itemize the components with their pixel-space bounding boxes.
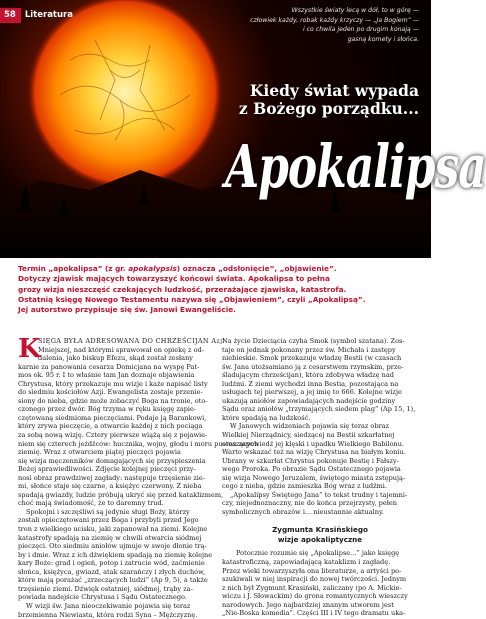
drop-cap: K — [18, 336, 41, 362]
body-line: wiczu i J. Słowackim) do grona romantycznych wieszczy — [222, 592, 418, 601]
body-line: narodowych. Jego najbardziej znanym utworem jest — [222, 601, 418, 610]
body-column-right — [222, 337, 418, 618]
epigraph-quote — [219, 6, 419, 44]
body-line: słońca, księżyca, gwiazd, atak szarańczy i złych duchów, — [18, 568, 216, 577]
body-line: karnie za panowania cesarza Domicjana na wyspę Pat- — [18, 363, 216, 372]
body-line: który zrywa pieczęcie, a otwarcie każdej z nich pociąga — [18, 422, 216, 431]
body-line: się wizja Nowego Jeruzalem, świętego miasta zstępują- — [222, 474, 418, 483]
body-line: usługach tej pierwszej, a jej imię to 666. Kolejne wizje — [222, 388, 418, 397]
body-line: katastroficzną, zapowiadającą kataklizm i zagładę. — [222, 558, 418, 567]
body-line: Na życie Dzieciącia czyha Smok (symbol szatana). Zos- — [222, 337, 418, 346]
body-line: spadają gwiazdy, ludzie próbują ukryć się przed kataklizmem, — [18, 491, 216, 500]
body-line: pieczęci. Oto siedmiu aniołów ujmuje w swoje dłonie trą- — [18, 542, 216, 551]
body-line: dalenia, jako biskup Efezu, skąd został zesłany — [18, 354, 216, 363]
body-line: powiada nadejście Chrystusa i Sądu Ostatecznego. — [18, 593, 216, 602]
body-line: oraz zapowiedź jej klęski i upadku Wielkiego Babilonu. — [222, 440, 418, 449]
body-line: czętowaną siedmioma pieczęciami. Podaje ją Barankowi, — [18, 414, 216, 423]
body-line: mos ok. 95 r. I to właśnie tam Jan doznaje objawienia — [18, 371, 216, 380]
body-column-left — [18, 337, 216, 619]
subtitle-line: Kiedy świat wypada — [239, 82, 419, 100]
body-line: z nich był Zygmunt Krasiński, zaliczany (po A. Mickie- — [222, 584, 418, 593]
body-line: czonego przez dwór. Bóg trzyma w ręku księgę zapie- — [18, 405, 216, 414]
section-title: Literatura — [25, 10, 73, 20]
body-line: Bożej sprawiedliwości. Zdjęcie kolejnej pieczęci przy- — [18, 465, 216, 474]
body-line: ziemię. Wraz z otwarciem piątej pieczęci pojawia — [18, 448, 216, 457]
body-line: choć mają świadomość, że to daremny trud. — [18, 499, 216, 508]
body-line: Spokojni i szczęśliwi są jedynie sługi Boży, którzy — [18, 508, 216, 517]
lead-line: Ostatnią księgę Nowego Testamentu nazywa się „Objawieniem”, czyli „Apokalipsą”. — [18, 295, 416, 305]
quote-line: Wszystkie światy lecą w dół, to w górę — — [219, 6, 419, 16]
body-line: Przez wieki towarzyszyła ona literaturze, a artyści po- — [222, 567, 418, 576]
body-line: nosi obraz prawdziwej zagłady: następuje trzęsienie zie- — [18, 474, 216, 483]
body-line: brzemienna Niewiasta, która rodzi Syna – Mężczyznę. — [18, 611, 216, 619]
body-line: które spadają na ludzkość. — [222, 414, 418, 423]
lead-paragraph — [18, 264, 416, 315]
body-line: Potocznie rozumie się „Apokalipse...” jako księgę — [222, 549, 418, 558]
body-line: św. Jana utożsamiano ją z cesarstwem rzymskim, prze- — [222, 363, 418, 372]
body-line: by i dmie. Wraz z ich dźwiękiem spadają na ziemię kolejne — [18, 551, 216, 560]
body-line: trzęsienie ziemi. Dźwięk ostatniej, siódmej, trąby za- — [18, 585, 216, 594]
body-line: W wizji św. Jana nieoczekiwanie pojawia się teraz — [18, 602, 216, 611]
body-line: szukiwali w niej inspiracji do nowej twórczości. Jednym — [222, 575, 418, 584]
body-line: kary Boże: grad i ogień, potop i zatrucie wód, zaćmienie — [18, 559, 216, 568]
subtitle-line: z Bożego porządku... — [239, 100, 419, 118]
body-line: czy, niejednoznaczny, nie do końca przejrzysty, pełen — [222, 499, 418, 508]
body-line: które mają porażać „zrzeczących ludzi” (Ap 9, 5), a także — [18, 576, 216, 585]
body-line: wego Proroka. Po obrazie Sądu Ostatecznego pojawia — [222, 465, 418, 474]
body-line: W Janowych widzeniach pojawia się teraz obraz — [222, 422, 418, 431]
lead-line: Jej autorstwo przypisuje się św. Janowi Ewangeliście. — [18, 305, 416, 315]
body-line: śladującym chrześcijan), która zdobywa władzę nad — [222, 371, 418, 380]
body-line: zostali opieczętowani przez Boga i przybyli przed Jego — [18, 516, 216, 525]
lead-line: grozy wizja nieszczęść czekających ludzkość, przerażające zjawiska, katastrofa. — [18, 285, 416, 295]
subheading: wizje apokaliptyczne — [222, 535, 418, 545]
body-line: Mniejszej, nad którymi sprawował on opiekę z od- — [18, 346, 216, 355]
body-line: niebieskie. Smok przekazuje władzę Bestii (w czasach — [222, 354, 418, 363]
body-line: do siedmiu kościołów Azji. Ewangelista zostaje przenie- — [18, 388, 216, 397]
body-line: „Nie-Boska komedia”. Części III i IV tego dramatu uka- — [222, 609, 418, 618]
page-header — [0, 7, 73, 23]
body-line: taje on jednak pokonany przez św. Michała i zastępy — [222, 346, 418, 355]
lead-line: Dotyczy zjawisk mających towarzyszyć końcowi świata. Apokalipsa to pełna — [18, 274, 416, 284]
body-line: siony do nieba, gdzie może zobaczyć Boga na tronie, oto- — [18, 397, 216, 406]
quote-line: i co chwila jeden po drugim konają — — [219, 25, 419, 35]
body-line: katastrofy spadają na ziemię w chwili otwarcia siódmej — [18, 534, 216, 543]
quote-line: gasną komety i słońca. — [219, 35, 419, 45]
body-line: się wizja męczenników domagających się przyspieszenia — [18, 457, 216, 466]
body-line: ludźmi. Z ziemi wychodzi inna Bestia, pozostająca na — [222, 380, 418, 389]
article-title: Apokalipsa — [225, 130, 486, 206]
page-number: 58 — [0, 8, 21, 23]
body-line: tron z wielkiego ucisku, jaki zapanował na ziemi. Kolejne — [18, 525, 216, 534]
body-line: SIĘGA BYŁA ADRESOWANA DO CHRZEŚCIJAN Azji — [18, 337, 216, 346]
body-line: symbolicznych obrazów i... nieustannie aktualny. — [222, 508, 418, 517]
body-line: Sądu oraz aniołów „trzymających siedem plag” (Ap 15, 1), — [222, 405, 418, 414]
body-line: „Apokalipsy Świętego Jana” to tekst trudny i tajemni- — [222, 491, 418, 500]
body-line: Ubrany w szkarłat Chrystus pokonuje Bestię i Fałszy- — [222, 457, 418, 466]
body-line: cego z nieba, gdzie zamieszka Bóg wraz z ludźmi. — [222, 482, 418, 491]
body-line: Warto wskazać też na wizję Chrystusa na białym koniu. — [222, 448, 418, 457]
article-subtitle — [239, 82, 419, 118]
body-line: mi, słońce staje się czarne, a księżyc czerwony. Z nieba — [18, 482, 216, 491]
body-line: Chrystusa, który przekazuje mu wizje i każe napisać listy — [18, 380, 216, 389]
body-line: Wielkiej Nierządnicy, siedzącej na Bestii szkarłatnej — [222, 431, 418, 440]
body-line: za sobą nową wizję. Cztery pierwsze wiążą się z pojawie- — [18, 431, 216, 440]
quote-line: człowiek każdy, robak każdy krzyczy — „Ja Bogiem” — — [219, 16, 419, 26]
lead-line: Termin „apokalipsa” (z gr. apokalypsis) oznacza „odsłonięcie”, „objawienie”. — [18, 264, 416, 274]
subheading: Zygmunta Krasińskiego — [222, 525, 418, 535]
body-line: ukazują aniołów zapowiadających nadejście godziny — [222, 397, 418, 406]
body-line: niem się czterech jeźdźców: hucznika, wojny, głodu i moru pustoszących — [18, 440, 216, 449]
hero-image — [0, 0, 431, 258]
